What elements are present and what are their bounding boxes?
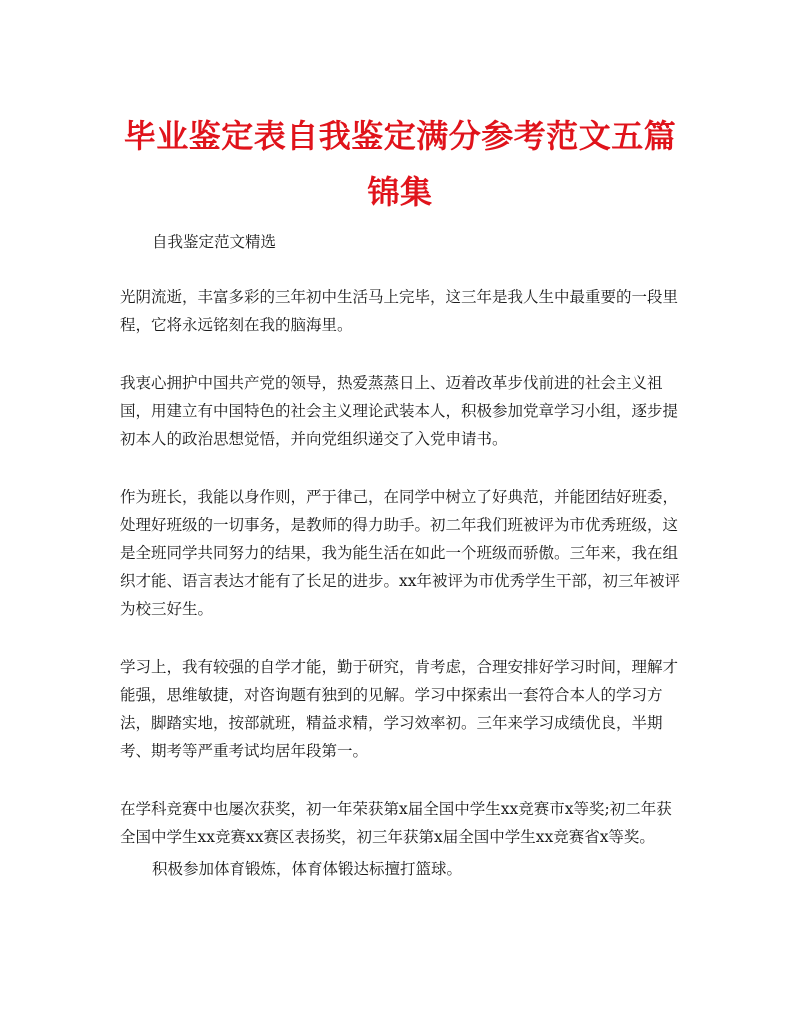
- document-body: [120, 228, 680, 883]
- paragraph-competitions: 在学科竞赛中也屡次获奖，初一年荣获第x届全国中学生xx竞赛市x等奖;初二年获全国中学生xx竞赛xx赛区表扬奖，初三年获第x届全国中学生xx竞赛省x等奖。: [120, 800, 672, 846]
- paragraph-politics: 我衷心拥护中国共产党的领导，热爱蒸蒸日上、迈着改革步伐前进的社会主义祖国，用建立有中国特色的社会主义理论武装本人，积极参加党章学习小组，逐步提初本人的政治思想觉悟，并向党组织递交了入党申请书。: [120, 374, 679, 448]
- document-title: 毕业鉴定表自我鉴定满分参考范文五篇锦集: [123, 117, 677, 211]
- subheading: 自我鉴定范文精选: [152, 233, 277, 251]
- paragraph-sports: 积极参加体育锻炼，体育体锻达标擅打篮球。: [152, 860, 463, 878]
- paragraph-intro: 光阴流逝，丰富多彩的三年初中生活马上完毕，这三年是我人生中最重要的一段里程，它将永远铭刻在我的脑海里。: [120, 288, 679, 334]
- paragraph-study: 学习上，我有较强的自学才能，勤于研究，肯考虑，合理安排好学习时间，理解才能强，思维敏捷，对咨询题有独到的见解。学习中探索出一套符合本人的学习方法，脚踏实地，按部就班，精益求精，学习效率初。三年来学习成绩优良，半期考、期考等严重考试均居年段第一。: [120, 658, 679, 760]
- paragraph-class-leader: 作为班长，我能以身作则，严于律己，在同学中树立了好典范，并能团结好班委，处理好班级的一切事务，是教师的得力助手。初二年我们班被评为市优秀班级，这是全班同学共同努力的结果，我为能生活在如此一个班级而骄傲。三年来，我在组织才能、语言表达才能有了长足的进步。xx年被评为市优秀学生干部，初三年被评为校三好生。: [120, 488, 680, 618]
